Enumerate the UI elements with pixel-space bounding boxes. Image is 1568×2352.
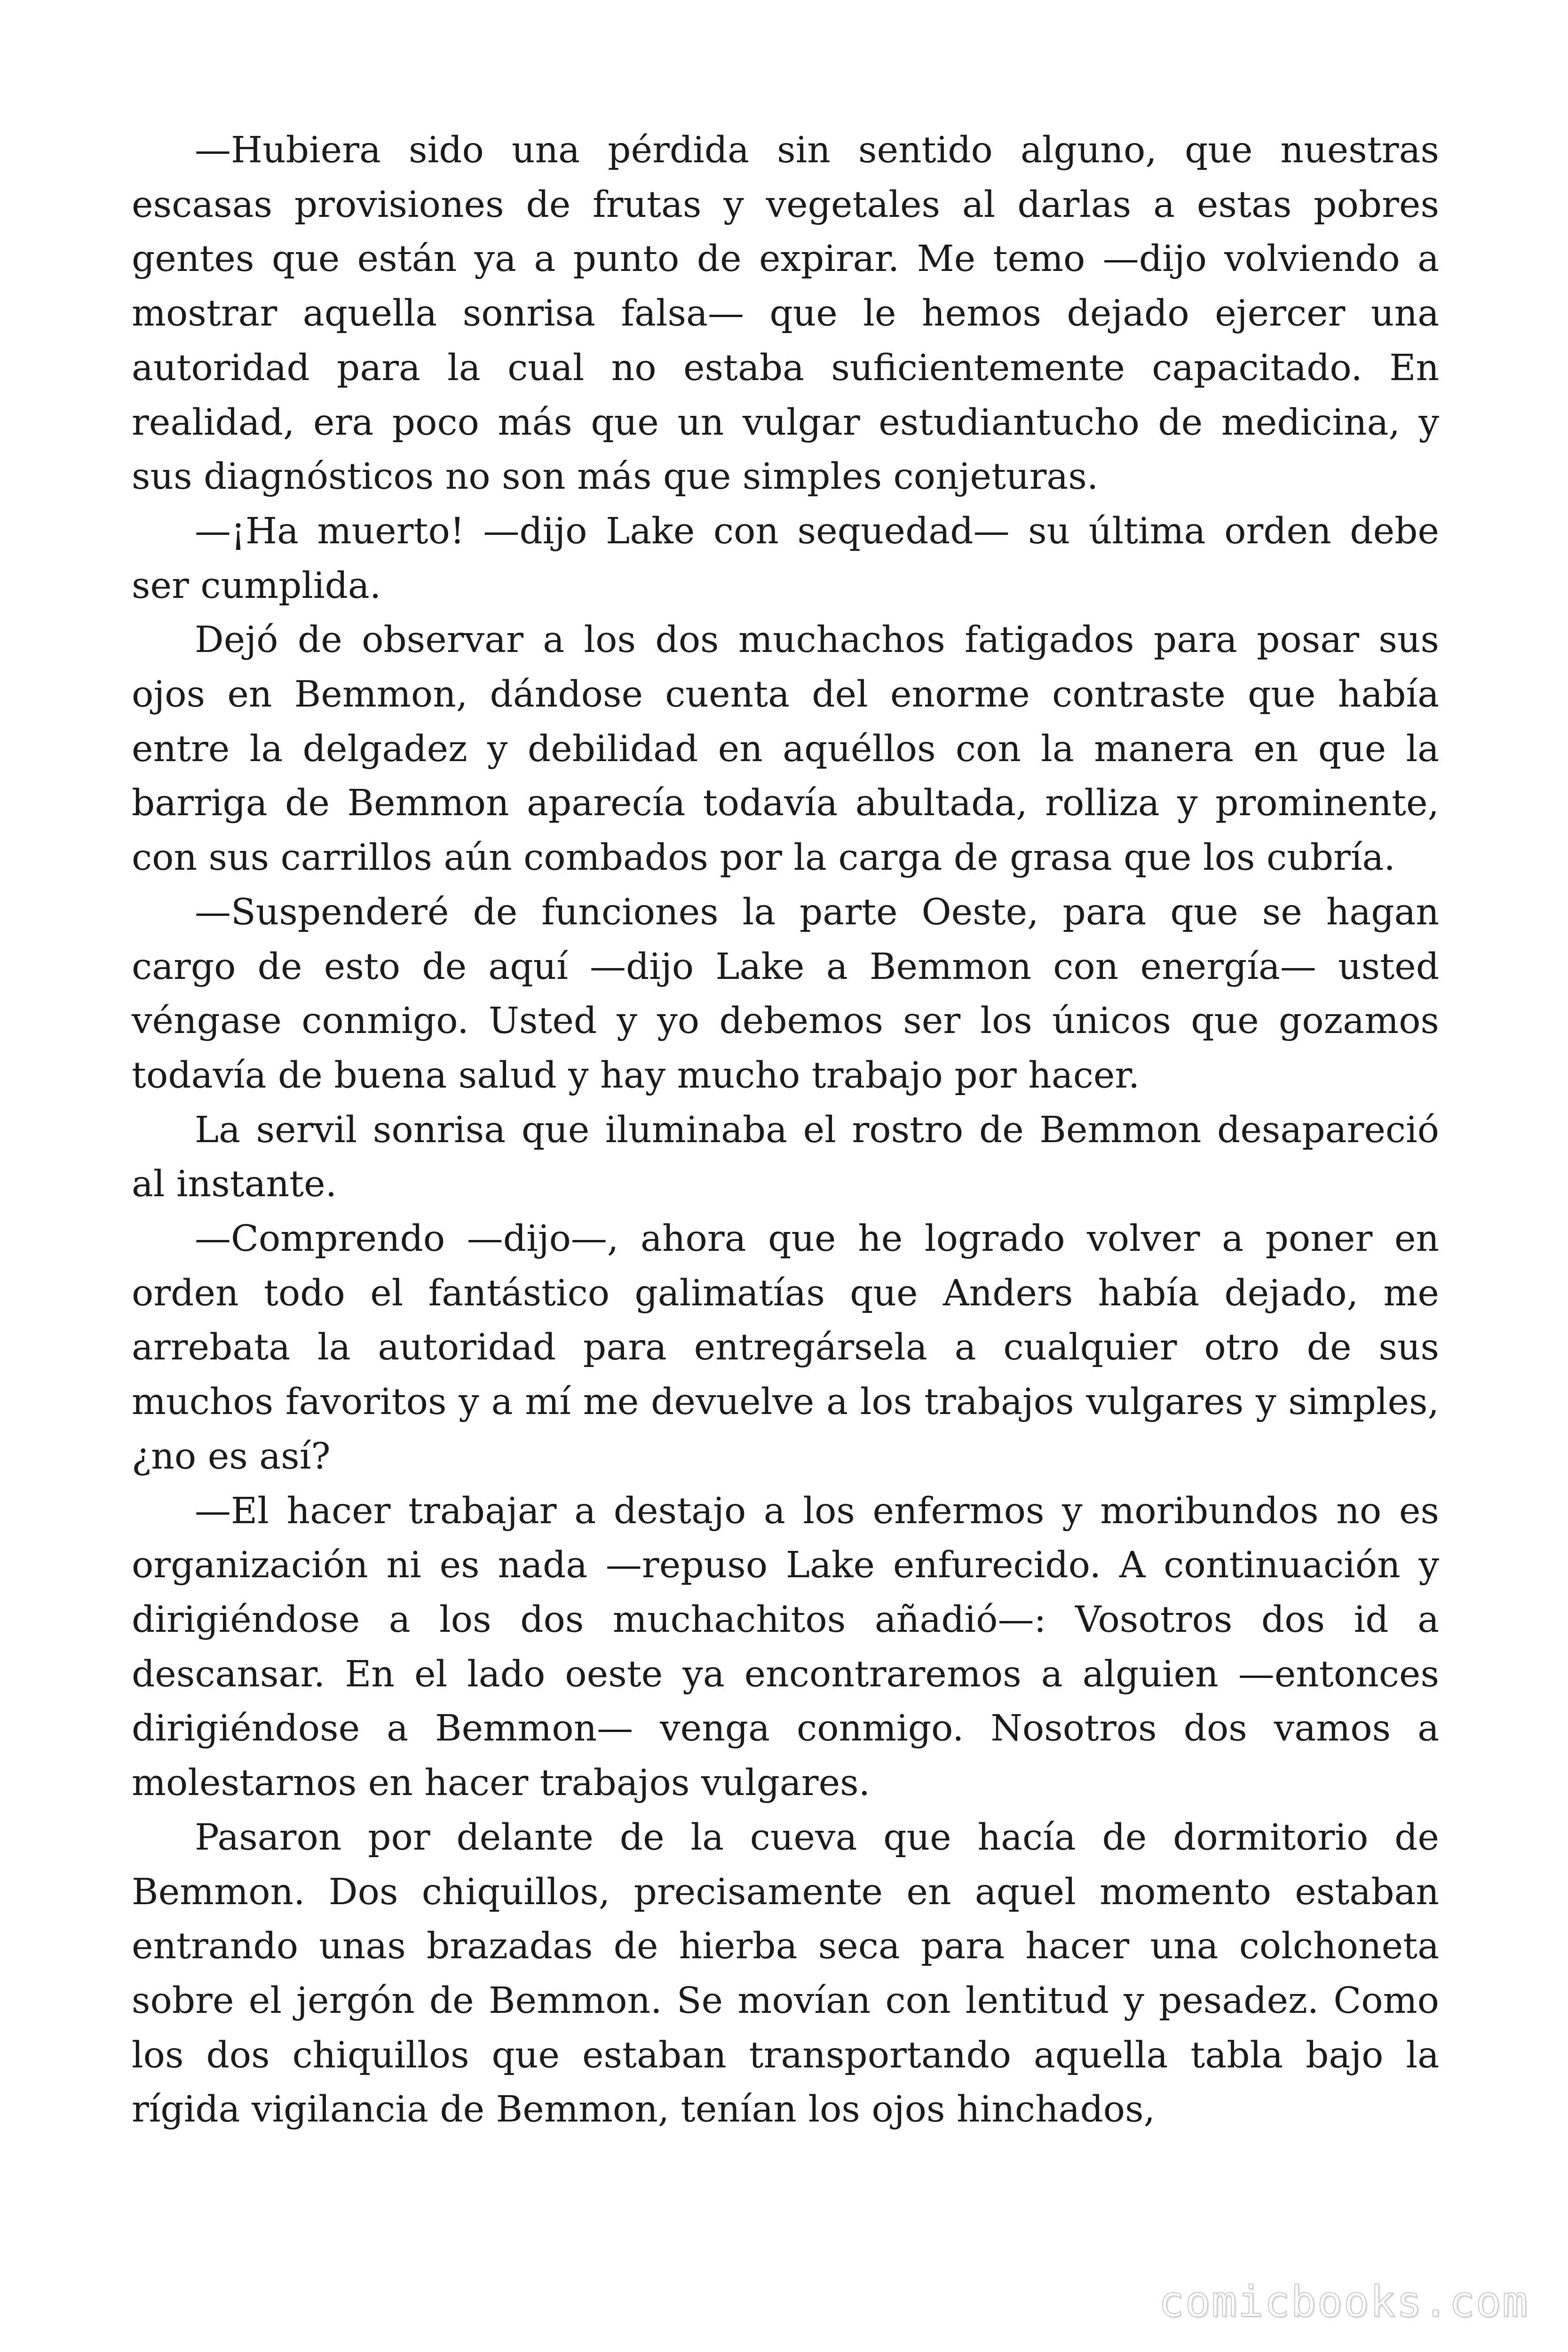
paragraph-7: —El hacer trabajar a destajo a los enfermos y moribundos no es organización ni es nada —repuso Lake enfurecido. A continuación y dirigiéndose a los dos muchachitos añadió—: Vosotros dos id a descansar. En el lado oeste ya encontraremos a alguien —entonces dirigiéndose a Bemmon— venga conmigo. Nosotros dos vamos a molestarnos en hacer trabajos vulgares. bbox=[132, 1490, 1439, 1804]
paragraph-3: Dejó de observar a los dos muchachos fatigados para posar sus ojos en Bemmon, dándose cuenta del enorme contraste que había entre la delgadez y debilidad en aquéllos con la manera en que la barriga de Bemmon aparecía todavía abultada, rolliza y prominente, con sus carrillos aún combados por la carga de grasa que los cubría. bbox=[132, 619, 1439, 879]
body-text bbox=[132, 123, 1439, 2137]
paragraph-8: Pasaron por delante de la cueva que hacía de dormitorio de Bemmon. Dos chiquillos, precisamente en aquel momento estaban entrando unas brazadas de hierba seca para hacer una colchoneta sobre el jergón de Bemmon. Se movían con lentitud y pesadez. Como los dos chiquillos que estaban transportando aquella tabla bajo la rígida vigilancia de Bemmon, tenían los ojos hinchados, bbox=[132, 1816, 1439, 2131]
paragraph-2: —¡Ha muerto! —dijo Lake con sequedad— su última orden debe ser cumplida. bbox=[132, 510, 1439, 607]
paragraph-1: —Hubiera sido una pérdida sin sentido alguno, que nuestras escasas provisiones de frutas y vegetales al darlas a estas pobres gentes que están ya a punto de expirar. Me temo —dijo volviendo a mostrar aquella sonrisa falsa— que le hemos dejado ejercer una autoridad para la cual no estaba suficientemente capacitado. En realidad, era poco más que un vulgar estudiantucho de medicina, y sus diagnósticos no son más que simples conjeturas. bbox=[132, 129, 1439, 498]
paragraph-5: La servil sonrisa que iluminaba el rostro de Bemmon desapareció al instante. bbox=[132, 1109, 1439, 1206]
watermark: comicbooks.com bbox=[1158, 2277, 1528, 2327]
paragraph-6: —Comprendo —dijo—, ahora que he logrado volver a poner en orden todo el fantástico galimatías que Anders había dejado, me arrebata la autoridad para entregársela a cualquier otro de sus muchos favoritos y a mí me devuelve a los trabajos vulgares y simples, ¿no es así? bbox=[132, 1218, 1439, 1478]
paragraph-4: —Suspenderé de funciones la parte Oeste, para que se hagan cargo de esto de aquí —dijo Lake a Bemmon con energía— usted véngase conmigo. Usted y yo debemos ser los únicos que gozamos todavía de buena salud y hay mucho trabajo por hacer. bbox=[132, 891, 1439, 1097]
